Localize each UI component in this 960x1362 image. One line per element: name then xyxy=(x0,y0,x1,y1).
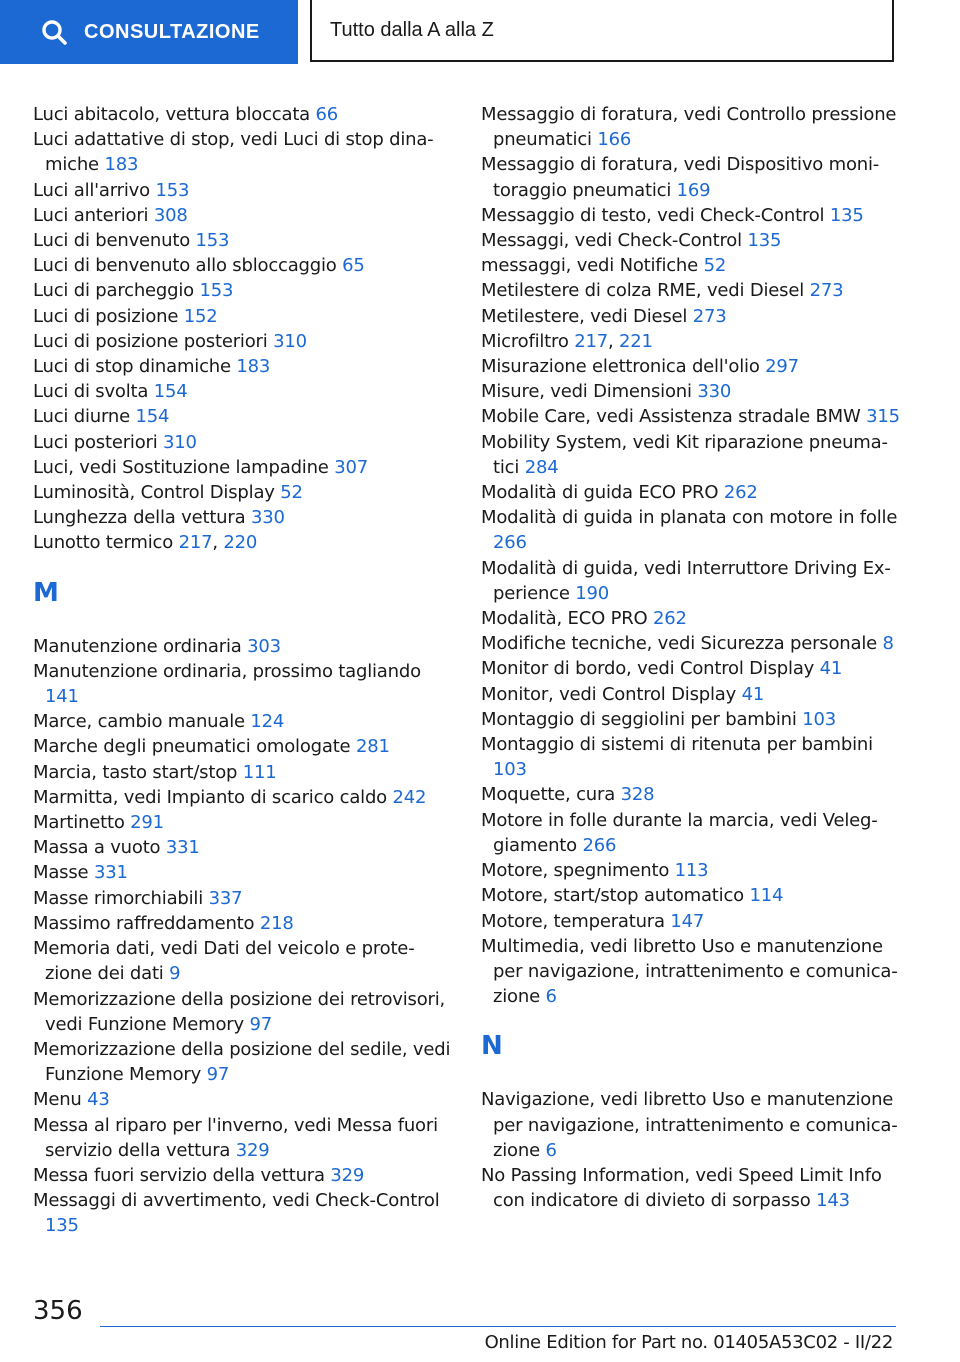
page-link[interactable]: 217 xyxy=(178,532,213,554)
index-entry xyxy=(33,1188,453,1238)
page-link[interactable]: 169 xyxy=(676,179,711,201)
page-link[interactable]: 41 xyxy=(741,683,765,705)
page-link[interactable]: 143 xyxy=(816,1190,850,1212)
index-entry xyxy=(33,480,453,505)
index-entry xyxy=(33,659,453,709)
page-link[interactable]: 266 xyxy=(493,532,527,554)
index-entry xyxy=(481,883,901,908)
index-entry-text: Moquette, cura xyxy=(481,784,616,806)
index-entry xyxy=(481,682,901,707)
index-entry-text: Modifiche tecniche, vedi Sicurezza personale xyxy=(481,633,878,655)
index-entry-text: Memoria dati, vedi Dati del veicolo e protezione dei dati xyxy=(33,938,415,985)
index-entry xyxy=(33,404,453,429)
index-entry-text: Messaggi, vedi Check-Control xyxy=(481,230,742,252)
index-entry-text: Misurazione elettronica dell'olio xyxy=(481,356,760,378)
page-link[interactable]: 291 xyxy=(130,812,164,834)
page-link[interactable]: 114 xyxy=(749,885,784,907)
index-entry-text: Luminosità, Control Display xyxy=(33,482,275,504)
index-entry-text: Luci di posizione xyxy=(33,305,179,327)
index-entry xyxy=(481,1163,901,1213)
index-entry-text: Messaggio di foratura, vedi Dispositivo monitoraggio pneumatici xyxy=(481,154,880,201)
index-entry xyxy=(481,379,901,404)
page-link[interactable]: 297 xyxy=(765,356,799,378)
page-link[interactable]: 154 xyxy=(135,406,170,428)
index-entry-text: Luci di svolta xyxy=(33,381,149,403)
page-link[interactable]: 273 xyxy=(809,280,844,302)
index-entry-text: Manutenzione ordinaria, prossimo tagliando xyxy=(33,660,421,682)
index-entry-text: Martinetto xyxy=(33,812,125,834)
index-entry xyxy=(33,835,453,860)
index-entry-text: Messa fuori servizio della vettura xyxy=(33,1164,325,1186)
index-entry xyxy=(33,228,453,253)
index-entry-text: Microfiltro xyxy=(481,330,569,352)
index-entry-text: No Passing Information, vedi Speed Limit Info con indicatore di divieto di sorpasso xyxy=(481,1164,882,1212)
index-entry-text: Luci adattative di stop, vedi Luci di stop dinamiche xyxy=(33,129,434,176)
page-link[interactable]: 190 xyxy=(575,582,610,604)
index-entry-text: Lunghezza della vettura xyxy=(33,507,246,529)
index-entry-text: Luci abitacolo, vettura bloccata xyxy=(33,104,311,125)
index-entry xyxy=(33,1037,453,1087)
index-entry xyxy=(481,430,901,480)
index-entry xyxy=(33,455,453,480)
page-link[interactable]: 147 xyxy=(670,910,705,932)
index-entry xyxy=(481,253,901,278)
page-link[interactable]: 153 xyxy=(195,230,230,252)
index-entry xyxy=(33,178,453,203)
page-link[interactable]: 310 xyxy=(273,330,307,352)
index-entry-text: Misure, vedi Dimensioni xyxy=(481,381,692,403)
index-entry-text: Luci di benvenuto allo sbloccaggio xyxy=(33,255,337,277)
consultazione-tab[interactable] xyxy=(0,0,298,64)
index-entry-text: Motore, spegnimento xyxy=(481,860,670,882)
page-link[interactable]: 242 xyxy=(392,786,427,808)
index-entry-text: Luci posteriori xyxy=(33,431,158,453)
index-entry-text: Luci di posizione posteriori xyxy=(33,330,268,352)
page-link[interactable]: 66 xyxy=(315,104,339,125)
index-entry xyxy=(481,808,901,858)
index-entry-text: Masse rimorchiabili xyxy=(33,887,204,909)
index-entry xyxy=(481,782,901,807)
index-entry xyxy=(33,734,453,759)
page-link[interactable]: 303 xyxy=(247,635,281,657)
index-entry-text: Luci anteriori xyxy=(33,204,149,226)
index-entry-text: Marmitta, vedi Impianto di scarico caldo xyxy=(33,786,387,808)
page-link[interactable]: 6 xyxy=(545,986,557,1008)
index-entry xyxy=(33,127,453,177)
index-entry-text: Multimedia, vedi libretto Uso e manutenzione per navigazione, intrattenimento e comunicazione xyxy=(481,935,898,1008)
page-link[interactable]: 111 xyxy=(242,761,277,783)
page-link[interactable]: 307 xyxy=(334,456,368,478)
page-link[interactable]: 329 xyxy=(235,1139,270,1161)
index-entry-text: Modalità di guida in planata con motore in folle xyxy=(481,507,898,529)
index-entry-text: Montaggio di sistemi di ritenuta per bambini xyxy=(481,734,873,756)
index-entry xyxy=(481,354,901,379)
index-entry-text: Massa a vuoto xyxy=(33,837,161,859)
page-link[interactable]: 6 xyxy=(545,1139,557,1161)
page-link[interactable]: 52 xyxy=(703,255,727,277)
index-entry-text: Messaggi di avvertimento, vedi Check-Control xyxy=(33,1190,440,1212)
page-link[interactable]: 153 xyxy=(199,280,234,302)
page-link[interactable]: 135 xyxy=(829,204,864,226)
page-link[interactable]: 218 xyxy=(259,912,294,934)
index-entry xyxy=(481,203,901,228)
index-entry-text: Messaggio di foratura, vedi Controllo pressione pneumatici xyxy=(481,104,897,151)
page-link[interactable]: 152 xyxy=(183,305,218,327)
page-link[interactable]: 97 xyxy=(206,1064,230,1086)
index-entry xyxy=(33,1113,453,1163)
index-entry-text: Luci di stop dinamiche xyxy=(33,356,231,378)
page-link[interactable]: 262 xyxy=(653,608,687,630)
index-entry-text: Menu xyxy=(33,1089,82,1111)
page-link[interactable]: 135 xyxy=(45,1215,79,1237)
index-entry xyxy=(33,304,453,329)
index-column-right xyxy=(481,102,901,1213)
index-entry-text: Luci di benvenuto xyxy=(33,230,191,252)
page-link[interactable]: 8 xyxy=(882,633,894,655)
page-link[interactable]: 135 xyxy=(747,230,782,252)
page-link[interactable]: 220 xyxy=(223,532,258,554)
page-link[interactable]: 43 xyxy=(87,1089,110,1111)
index-entry-text: Monitor di bordo, vedi Control Display xyxy=(481,658,815,680)
page-link[interactable]: 262 xyxy=(723,482,758,504)
index-entry-text: Luci all'arrivo xyxy=(33,179,150,201)
index-entry-text: messaggi, vedi Notifiche xyxy=(481,255,699,277)
index-entry-text: Monitor, vedi Control Display xyxy=(481,683,737,705)
page-link[interactable]: 310 xyxy=(163,431,197,453)
index-entry: Microfiltro 217, 221 xyxy=(481,330,653,352)
index-entry-text: Luci diurne xyxy=(33,406,130,428)
index-entry xyxy=(33,911,453,936)
index-entry xyxy=(33,785,453,810)
index-entry: Lunotto termico 217, 220 xyxy=(33,532,258,554)
index-entry xyxy=(481,556,901,606)
index-entry xyxy=(481,152,901,202)
index-entry xyxy=(33,1163,453,1188)
index-entry-text: Motore in folle durante la marcia, vedi Veleggiamento xyxy=(481,809,878,856)
page-link[interactable]: 103 xyxy=(493,759,527,781)
index-entry-text: Metilestere, vedi Diesel xyxy=(481,305,688,327)
page-link[interactable]: 337 xyxy=(208,887,243,909)
page-link[interactable]: 331 xyxy=(165,837,200,859)
page-link[interactable]: 221 xyxy=(619,330,653,352)
index-entry xyxy=(481,304,901,329)
page-link[interactable]: 308 xyxy=(153,204,188,226)
index-entry xyxy=(481,278,901,303)
page-link[interactable]: 330 xyxy=(250,507,285,529)
page-link[interactable]: 315 xyxy=(866,406,900,428)
page-link[interactable]: 166 xyxy=(597,129,632,151)
page-link[interactable]: 329 xyxy=(330,1164,365,1186)
index-entry xyxy=(481,656,901,681)
index-column-left xyxy=(33,102,453,1239)
page-link[interactable]: 330 xyxy=(697,381,732,403)
index-entry xyxy=(481,707,901,732)
header-bar xyxy=(0,0,960,66)
index-entry-text: Luci, vedi Sostituzione lampadine xyxy=(33,456,329,478)
index-entry-text: Modalità di guida ECO PRO xyxy=(481,482,719,504)
page-link[interactable]: 153 xyxy=(155,179,190,201)
index-entry xyxy=(33,278,453,303)
index-entry xyxy=(33,354,453,379)
page-link[interactable]: 103 xyxy=(802,708,836,730)
page-link[interactable]: 9 xyxy=(169,963,181,985)
index-entry xyxy=(33,886,453,911)
page-link[interactable]: 217 xyxy=(574,330,608,352)
index-entry xyxy=(33,253,453,278)
consultazione-tab-label: CONSULTAZIONE xyxy=(84,20,260,43)
page-link[interactable]: 65 xyxy=(342,255,365,277)
index-entry xyxy=(33,709,453,734)
index-entry-text: Modalità di guida, vedi Interruttore Driving Experience xyxy=(481,557,891,604)
index-entry xyxy=(481,228,901,253)
page-link[interactable]: 41 xyxy=(819,658,843,680)
index-entry xyxy=(481,505,901,555)
page-link[interactable]: 284 xyxy=(524,456,559,478)
index-entry xyxy=(33,987,453,1037)
index-entry xyxy=(33,860,453,885)
index-entry-text: Metilestere di colza RME, vedi Diesel xyxy=(481,280,805,302)
footer-divider xyxy=(100,1326,896,1327)
index-entry-text: Motore, start/stop automatico xyxy=(481,885,744,907)
page-link[interactable]: 124 xyxy=(250,711,285,733)
index-entry xyxy=(33,203,453,228)
page-link[interactable]: 331 xyxy=(93,862,128,884)
index-entry-text: Memorizzazione della posizione dei retrovisori, vedi Funzione Memory xyxy=(33,988,446,1035)
index-entry xyxy=(33,1087,453,1112)
index-letter-heading: M xyxy=(33,577,59,608)
index-entry xyxy=(481,1087,901,1163)
index-entry xyxy=(481,631,901,656)
index-entry-text: Masse xyxy=(33,862,89,884)
section-title: Tutto dalla A alla Z xyxy=(310,0,894,62)
index-entry-text: Mobility System, vedi Kit riparazione pneumatici xyxy=(481,431,888,478)
index-entry xyxy=(33,760,453,785)
footer-edition-text: Online Edition for Part no. 01405A53C02 - II/22 xyxy=(484,1332,893,1353)
page-link[interactable]: 183 xyxy=(236,356,271,378)
page-link[interactable]: 273 xyxy=(692,305,727,327)
index-entry xyxy=(481,606,901,631)
index-entry xyxy=(481,404,901,429)
page-link[interactable]: 328 xyxy=(620,784,655,806)
page-link[interactable]: 113 xyxy=(674,860,709,882)
index-entry xyxy=(481,934,901,1010)
page-link[interactable]: 281 xyxy=(355,736,390,758)
index-entry xyxy=(33,810,453,835)
index-entry xyxy=(481,732,901,782)
index-entry xyxy=(481,858,901,883)
index-entry-text: Marche degli pneumatici omologate xyxy=(33,736,351,758)
page-link[interactable]: 52 xyxy=(280,482,303,504)
page-link[interactable]: 266 xyxy=(582,834,617,856)
index-entry-text: Memorizzazione della posizione del sedile, vedi Funzione Memory xyxy=(33,1038,451,1086)
page-link[interactable]: 97 xyxy=(249,1013,272,1035)
page-number: 356 xyxy=(33,1296,83,1326)
index-entry-text: Luci di parcheggio xyxy=(33,280,194,302)
index-letter-heading: N xyxy=(481,1031,503,1062)
index-entry-text: Mobile Care, vedi Assistenza stradale BMW xyxy=(481,406,861,428)
index-entry-text: Messaggio di testo, vedi Check-Control xyxy=(481,204,825,226)
index-entry xyxy=(33,379,453,404)
index-entry xyxy=(33,430,453,455)
index-entry-text: Messa al riparo per l'inverno, vedi Messa fuori servizio della vettura xyxy=(33,1114,438,1161)
index-entry xyxy=(481,480,901,505)
search-icon xyxy=(40,18,68,46)
index-entry-text: Navigazione, vedi libretto Uso e manutenzione per navigazione, intrattenimento e comunicazione xyxy=(481,1089,898,1161)
page-link[interactable]: 183 xyxy=(104,154,139,176)
index-entry xyxy=(481,102,901,152)
index-entry xyxy=(33,634,453,659)
index-entry xyxy=(481,909,901,934)
index-entry-text: Lunotto termico xyxy=(33,532,174,554)
index-entry xyxy=(33,936,453,986)
index-entry-text: Marcia, tasto start/stop xyxy=(33,761,238,783)
index-entry-text: Modalità, ECO PRO xyxy=(481,608,648,630)
index-entry xyxy=(33,329,453,354)
index-entry-text: Massimo raffreddamento xyxy=(33,912,255,934)
index-entry xyxy=(33,102,453,127)
index-entry-text: Manutenzione ordinaria xyxy=(33,635,242,657)
index-entry-text: Marce, cambio manuale xyxy=(33,711,245,733)
page-link[interactable]: 154 xyxy=(153,381,188,403)
page-link[interactable]: 141 xyxy=(45,686,79,708)
index-entry-text: Montaggio di seggiolini per bambini xyxy=(481,708,797,730)
index-entry xyxy=(33,505,453,530)
index-entry-text: Motore, temperatura xyxy=(481,910,665,932)
